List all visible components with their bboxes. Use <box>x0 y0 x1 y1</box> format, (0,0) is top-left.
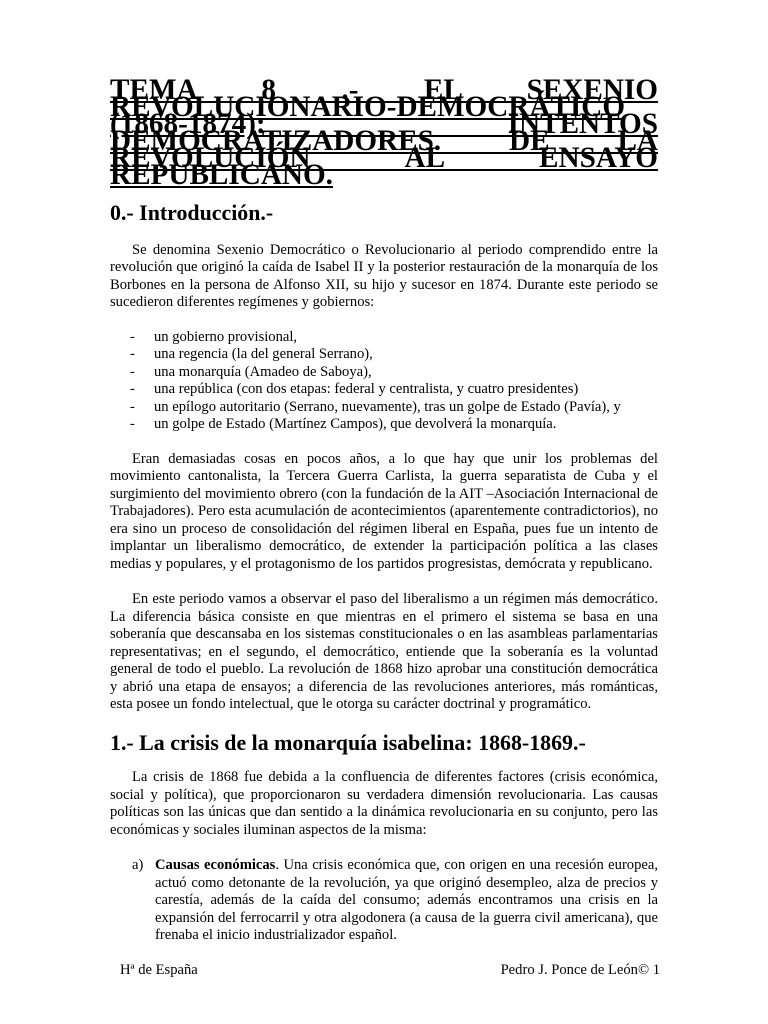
regimes-list <box>110 329 658 434</box>
list-marker: a) <box>132 857 144 873</box>
section1-paragraph-1: La crisis de 1868 fue debida a la confluencia de diferentes factores (crisis económica, social y política), que proporcionaron su verdadera dimensión revolucionaria. Las causas políticas son las únicas que dan sentido a la dinámica revolucionaria en su conjunto, pero las económicas y sociales iluminan aspectos de la misma: <box>110 769 658 838</box>
cause-text: . Una crisis económica que, con origen en una recesión europea, actuó como detonante de la revolución, ya que originó desempleo, alza de precios y carestía, además de la caída del consumo; además encontramos una crisis en la expansión del ferrocarril y otra algodonera (a causa de la guerra civil americana), que frenaba el inicio industrializador español. <box>155 857 659 943</box>
footer-left: Hª de España <box>120 962 198 978</box>
list-item-text: un gobierno provisional, <box>154 328 298 345</box>
list-marker: - <box>130 416 135 432</box>
list-item <box>110 329 658 347</box>
list-item <box>110 416 658 434</box>
footer-right: Pedro J. Ponce de León© 1 <box>500 962 660 978</box>
list-item-text: una monarquía (Amadeo de Saboya), <box>154 363 372 380</box>
cause-item-economic <box>110 857 658 945</box>
list-marker: - <box>130 346 135 362</box>
list-item <box>110 381 658 399</box>
intro-paragraph-2: Eran demasiadas cosas en pocos años, a lo que hay que unir los problemas del movimiento cantonalista, la Tercera Guerra Carlista, la guerra separatista de Cuba y el surgimiento del movimiento obrero (con la fundación de la AIT –Asociación Internacional de Trabajadores). Pero esta acumulación de acontecimientos (aparentemente contradictorios), no era sino un proceso de consolidación del régimen liberal en España, pues fue un intento de implantar un liberalismo democrático, de extender la participación política a las clases medias y populares, y el protagonismo de los partidos progresistas, demócrata y republicano. <box>110 450 658 572</box>
list-item-text: un epílogo autoritario (Serrano, nuevamente), tras un golpe de Estado (Pavía), y <box>154 398 621 415</box>
intro-heading: 0.- Introducción.- <box>110 200 274 225</box>
list-item-text: un golpe de Estado (Martínez Campos), que devolverá la monarquía. <box>154 416 557 432</box>
list-marker: - <box>130 363 135 380</box>
list-item <box>110 364 658 382</box>
cause-term: Causas económicas <box>155 857 276 873</box>
list-item <box>110 399 658 417</box>
list-item-text: una regencia (la del general Serrano), <box>154 346 373 362</box>
list-marker: - <box>130 381 135 397</box>
list-marker: - <box>130 398 135 415</box>
section1-heading: 1.- La crisis de la monarquía isabelina: 1868-1869.- <box>110 729 586 755</box>
causes-list <box>110 857 658 945</box>
document-page <box>110 74 659 945</box>
list-marker: - <box>130 328 135 345</box>
list-item-text: una república (con dos etapas: federal y centralista, y cuatro presidentes) <box>154 381 579 397</box>
list-item <box>110 346 658 364</box>
intro-paragraph-3: En este periodo vamos a observar el paso del liberalismo a un régimen más democrático. La diferencia básica consiste en que mientras en el primero el sistema se basa en una soberanía que descansaba en los sistemas constitucionales o en las asambleas parlamentarias representativas; en el segundo, el democrático, entiende que la soberanía es la voluntad general de todo el pueblo. La revolución de 1868 hizo aprobar una constitución democrática y abrió una etapa de ensayos; a diferencia de las revoluciones anteriores, más románticas, esta posee un fondo intelectual, que le otorga su carácter doctrinal y programático. <box>110 591 658 712</box>
document-title: TEMA 8 .- EL SEXENIO REVOLUCIONARIO-DEMOCRÁTICO (1868-1874): INTENTOS DEMOCRATIZADORES. DE LA REVOLUCIÓN AL ENSAYO REPUBLICANO. <box>110 74 658 191</box>
intro-paragraph-1: Se denomina Sexenio Democrático o Revolucionario al periodo comprendido entre la revolución que originó la caída de Isabel II y la posterior restauración de la monarquía de los Borbones en la persona de Alfonso XII, su hijo y sucesor en 1874. Durante este periodo se sucedieron diferentes regímenes y gobiernos: <box>110 241 658 310</box>
